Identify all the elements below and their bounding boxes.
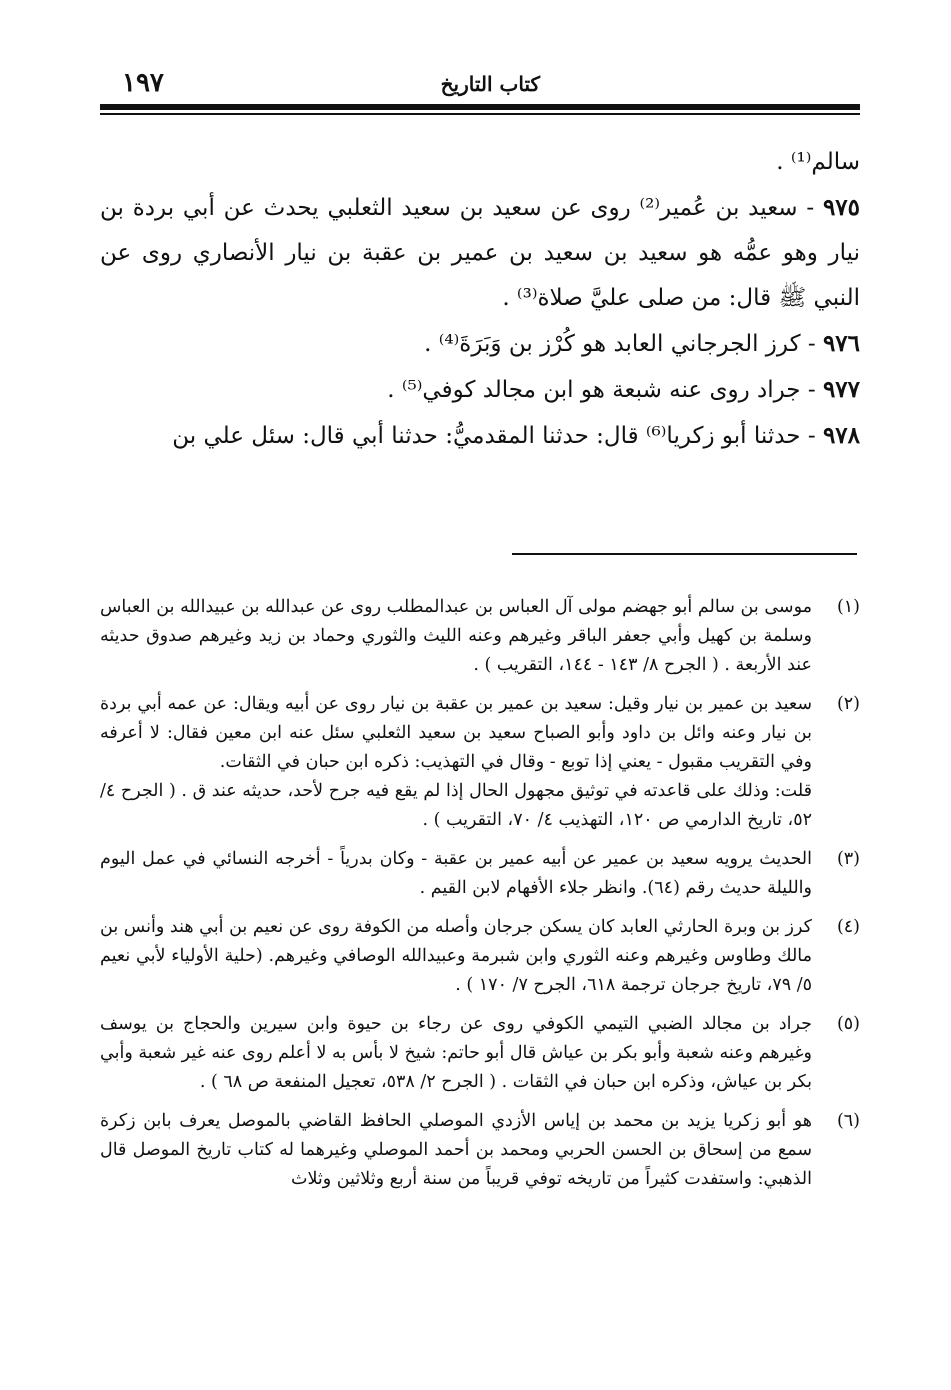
footnote-text: سعيد بن عمير بن نيار وقيل: سعيد بن عمير بن عقبة بن نيار روى عن أبيه ويقال: عن عمه أبي بردة بن نيار وعنه وائل بن داود وأبو الصباح سعيد بن سعيد الثعلبي سئل عنه ابن معين فقال: لا أعرفه وفي التقريب مقبول - يعني إذا توبع - وقال في التهذيب: ذكره ابن حبان في الثقات. xyxy=(100,694,812,772)
footnote-number: (١) xyxy=(836,597,860,617)
continuation-line: سالم⁽¹⁾ . xyxy=(776,149,860,175)
footnote-3 xyxy=(100,845,860,903)
footnote-4 xyxy=(100,913,860,1000)
entry-975: ٩٧٥ - سعيد بن عُمير⁽²⁾ روى عن سعيد بن سعيد الثعلبي يحدث عن أبي بردة بن نيار وهو عمُّه هو سعيد بن سعيد بن عمير بن عقبة بن نيار الأنصاري روى عن النبي ﷺ قال: من صلى عليَّ صلاة⁽³⁾ . xyxy=(100,194,860,311)
footnote-number: (٦) xyxy=(836,1111,860,1131)
entry-text: جراد روى عنه شبعة هو ابن مجالد كوفي⁽⁵⁾ . xyxy=(387,377,801,403)
entry-number: ٩٧٨ xyxy=(822,422,860,449)
footnote-text: جراد بن مجالد الضبي التيمي الكوفي روى عن رجاء بن حيوة وابن سيرين والحجاج بن يوسف وغيرهم وعنه شعبة وأبو بكر بن عياش قال أبو حاتم: شيخ لا بأس به لا أعلم روى عنه غير شعبة وأبي بكر بن عياش، وذكره ابن حبان في الثقات . ( الجرح ٢/ ٥٣٨، تعجيل المنفعة ص ٦٨ ) . xyxy=(100,1014,812,1092)
footnote-body xyxy=(100,845,812,903)
footnote-number: (٥) xyxy=(836,1014,860,1034)
footnote-separator xyxy=(512,553,857,555)
entry-number: ٩٧٥ xyxy=(822,194,860,221)
footnote-body xyxy=(100,1107,812,1194)
header-rule-thick xyxy=(100,104,860,110)
footnote-text: كرز بن وبرة الحارثي العابد كان يسكن جرجان وأصله من الكوفة روى عن نعيم بن أبي هند وأنس بن مالك وطاوس وغيرهم وعنه الثوري وابن شبرمة وعبيدالله الوصافي وغيرهم. (حلية الأولياء لأبي نعيم ٥/ ٧٩، تاريخ جرجان ترجمة ٦١٨، الجرح ٧/ ١٧٠ ) . xyxy=(100,917,812,995)
entry-text: سعيد بن عُمير⁽²⁾ روى عن سعيد بن سعيد الثعلبي يحدث عن أبي بردة بن نيار وهو عمُّه هو سعيد بن سعيد بن عمير بن عقبة بن نيار الأنصاري روى عن النبي ﷺ قال: من صلى عليَّ صلاة⁽³⁾ . xyxy=(100,195,860,311)
footnote-body xyxy=(100,913,812,1000)
entry-number: ٩٧٧ xyxy=(822,376,860,403)
footnote-text: هو أبو زكريا يزيد بن محمد بن إياس الأزدي الموصلي الحافظ القاضي بالموصل يعرف بابن زكرة سمع من إسحاق بن الحسن الحربي ومحمد بن أحمد الموصلي وغيرهما له كتاب تاريخ الموصل قال الذهبي: واستفدت كثيراً من تاريخه توفي قريباً من سنة أربع وثلاثين وثلاث xyxy=(100,1111,812,1189)
footnote-6 xyxy=(100,1107,860,1194)
footnote-body xyxy=(100,593,812,680)
page-header xyxy=(100,60,860,100)
footnote-text: موسى بن سالم أبو جهضم مولى آل العباس بن عبدالمطلب روى عن عبدالله بن عبيدالله بن العباس وسلمة بن كهيل وأبي جعفر الباقر وغيرهم وعنه الليث والثوري وحماد بن زيد وغيرهم صدوق حديثه عند الأربعة . ( الجرح ٨/ ١٤٣ - ١٤٤، التقريب ) . xyxy=(100,597,812,675)
entry-978: ٩٧٨ - حدثنا أبو زكريا⁽⁶⁾ قال: حدثنا المقدميُّ: حدثنا أبي قال: سئل علي بن xyxy=(172,422,860,449)
footnote-1 xyxy=(100,593,860,680)
footnote-body xyxy=(100,690,812,835)
header-rule-thin xyxy=(100,113,860,115)
entry-text: حدثنا أبو زكريا⁽⁶⁾ قال: حدثنا المقدميُّ: حدثنا أبي قال: سئل علي بن xyxy=(172,423,801,449)
entry-976: ٩٧٦ - كرز الجرجاني العابد هو كُرْز بن وَبَرَةَ⁽⁴⁾ . xyxy=(424,330,860,357)
page-number: ١٩٧ xyxy=(122,68,164,98)
footnotes xyxy=(100,593,860,1204)
footnote-5 xyxy=(100,1010,860,1097)
footnote-2 xyxy=(100,690,860,835)
footnote-number: (٤) xyxy=(836,917,860,937)
footnote-number: (٢) xyxy=(836,694,860,714)
footnote-body xyxy=(100,1010,812,1097)
entry-977: ٩٧٧ - جراد روى عنه شبعة هو ابن مجالد كوفي⁽⁵⁾ . xyxy=(387,376,860,403)
entry-text: كرز الجرجاني العابد هو كُرْز بن وَبَرَةَ⁽⁴⁾ . xyxy=(424,331,801,357)
footnote-number: (٣) xyxy=(836,849,860,869)
footnote-text: قلت: وذلك على قاعدته في توثيق مجهول الحال إذا لم يقع فيه جرح لأحد، حديثه عند ق . ( الجرح ٤/ ٥٢، تاريخ الدارمي ص ١٢٠، التهذيب ٤/ ٧٠، التقريب ) . xyxy=(100,781,812,830)
footnote-text: الحديث يرويه سعيد بن عمير عن أبيه عمير بن عقبة - وكان بدرياً - أخرجه النسائي في عمل اليوم والليلة حديث رقم (٦٤). وانظر جلاء الأفهام لابن القيم . xyxy=(100,849,812,898)
running-title: كتاب التاريخ xyxy=(440,72,540,96)
entry-number: ٩٧٦ xyxy=(822,330,860,357)
main-text xyxy=(100,140,860,459)
